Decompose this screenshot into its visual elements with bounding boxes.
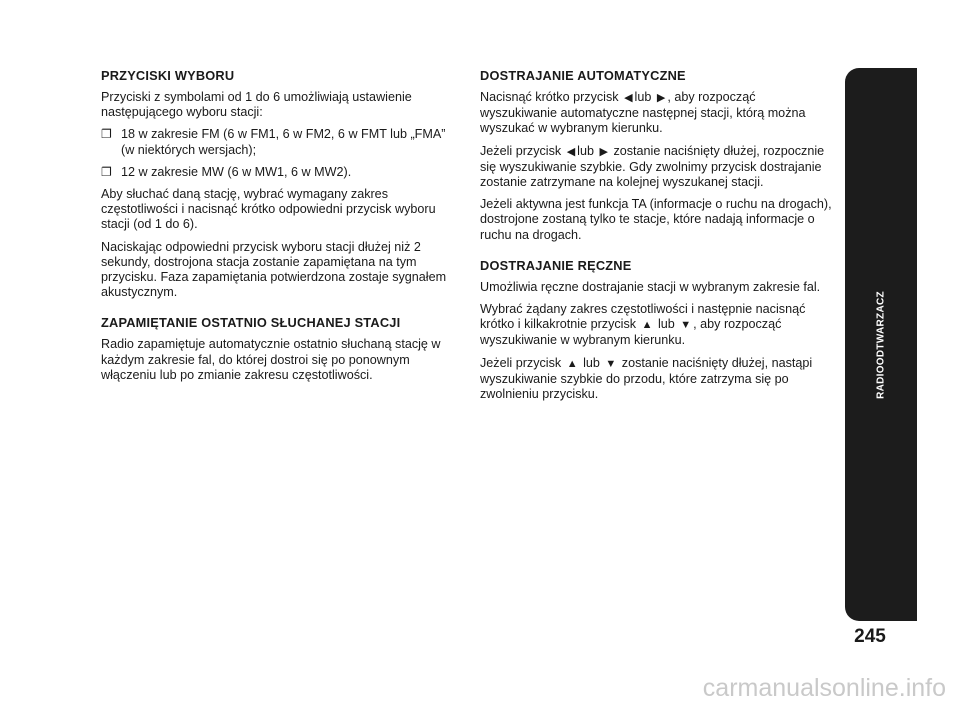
preset-intro: Przyciski z symbolami od 1 do 6 umożliwiają ustawienie następującego wyboru stacji: bbox=[101, 90, 412, 120]
right-column bbox=[480, 68, 835, 409]
left-column bbox=[101, 68, 456, 390]
bullet-fm-line1: 18 w zakresie FM (6 w FM1, 6 w FM2, 6 w FMT lub „FMA” bbox=[121, 127, 446, 142]
checkbox-bullet-icon: ❐ bbox=[101, 164, 112, 179]
last-station-text: Radio zapamiętuje automatycznie ostatnio słuchaną stację w każdym zakresie fal, do której dostroi się po ponownym włączeniu lub po zmianie zakresu częstotliwości. bbox=[101, 337, 441, 382]
arrow-down-icon: ▼ bbox=[605, 357, 617, 370]
manual-fast-text: Jeżeli przycisk ▲ lub ▼ zostanie naciśnięty dłużej, nastąpi wyszukiwanie szybkie do przodu, które zatrzyma się po zwolnieniu przycisku. bbox=[480, 355, 813, 402]
arrow-left-icon: ◀ bbox=[566, 145, 576, 158]
heading-manual-tuning: DOSTRAJANIE RĘCZNE bbox=[480, 257, 632, 273]
preset-select-text: Aby słuchać daną stację, wybrać wymagany zakres częstotliwości i nacisnąć krótko odpowiedni przycisk wyboru stacji (od 1 do 6). bbox=[101, 187, 436, 232]
preset-store-text: Naciskając odpowiedni przycisk wyboru stacji dłużej niż 2 sekundy, dostrojona stacja zostanie zapamiętana na tym przycisku. Faza zapamiętania potwierdzona zostaje sygnałem akustycznym. bbox=[101, 239, 447, 300]
watermark: carmanualsonline.info bbox=[702, 674, 946, 702]
chapter-side-tab bbox=[845, 68, 917, 621]
bullet-mw: 12 w zakresie MW (6 w MW1, 6 w MW2). bbox=[121, 164, 352, 179]
arrow-left-icon: ◀ bbox=[624, 92, 633, 104]
heading-auto-tuning: DOSTRAJANIE AUTOMATYCZNE bbox=[480, 68, 686, 83]
arrow-right-icon: ▶ bbox=[656, 92, 666, 104]
heading-last-station: ZAPAMIĘTANIE OSTATNIO SŁUCHANEJ STACJI bbox=[101, 315, 401, 331]
arrow-down-icon: ▼ bbox=[680, 319, 692, 332]
manual-intro: Umożliwia ręczne dostrajanie stacji w wybranym zakresie fal. bbox=[480, 279, 821, 294]
bullet-fm-line2: (w niektórych wersjach); bbox=[121, 142, 257, 157]
checkbox-bullet-icon: ❐ bbox=[101, 127, 112, 142]
fast-search-text: Jeżeli przycisk ◀ lub ▶ zostanie naciśnięty dłużej, rozpocznie się wyszukiwanie szybkie. Gdy zwolnimy przycisk dostrajanie zostanie zatrzymane na kolejnej wyszukanej stacji. bbox=[480, 143, 825, 190]
ta-text: Jeżeli aktywna jest funkcja TA (informacje o ruchu na drogach), dostrojone zostaną tylko te stacje, które nadają informacje o ruchu na drogach. bbox=[480, 197, 832, 242]
chapter-label: RADIOODTWARZACZ bbox=[875, 290, 887, 399]
arrow-up-icon: ▲ bbox=[641, 319, 653, 332]
list-item bbox=[101, 165, 456, 180]
manual-steps-text: Wybrać żądany zakres częstotliwości i następnie nacisnąć krótko i kilkakrotnie przycisk ▲ lub ▼ , aby rozpocząć wyszukiwanie w wybranym kierunku. bbox=[480, 302, 806, 348]
page-number: 245 bbox=[854, 626, 886, 647]
auto-tuning-text: Nacisnąć krótko przycisk ◀ lub ▶ , aby rozpocząć wyszukiwanie automatyczne następnej stacji, którą można wyszukać w wybranym kierunku. bbox=[480, 90, 806, 136]
arrow-right-icon: ▶ bbox=[599, 145, 608, 158]
arrow-up-icon: ▲ bbox=[566, 357, 578, 370]
list-item bbox=[101, 127, 456, 157]
heading-preset-buttons: PRZYCISKI WYBORU bbox=[101, 68, 235, 83]
